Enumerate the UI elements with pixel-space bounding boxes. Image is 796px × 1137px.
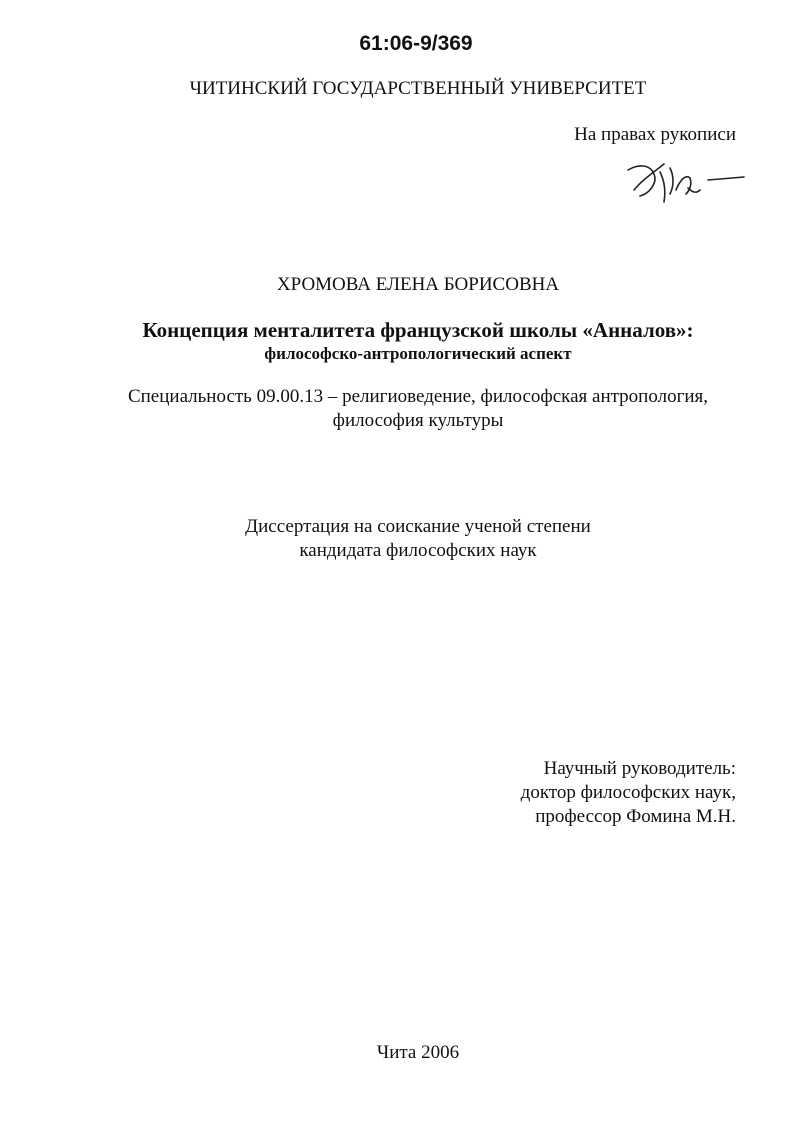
specialty-line-2: философия культуры — [332, 410, 504, 431]
author-name: ХРОМОВА ЕЛЕНА БОРИСОВНА — [276, 274, 560, 295]
degree-line-2: кандидата философских наук — [299, 540, 537, 561]
rights-note: На правах рукописи — [574, 124, 736, 145]
handwritten-signature — [620, 150, 750, 210]
thesis-subtitle: философско-антропологический аспект — [264, 344, 572, 363]
university-name: ЧИТИНСКИЙ ГОСУДАРСТВЕННЫЙ УНИВЕРСИТЕТ — [189, 78, 647, 99]
thesis-title: Концепция менталитета французской школы «Анналов»: — [142, 318, 694, 342]
archive-code: 61:06-9/369 — [359, 32, 473, 55]
degree-line-1: Диссертация на соискание ученой степени — [245, 516, 591, 537]
city-year: Чита 2006 — [376, 1042, 460, 1063]
supervisor-degree: доктор философских наук, — [520, 782, 736, 803]
supervisor-label: Научный руководитель: — [543, 758, 736, 779]
supervisor-name: профессор Фомина М.Н. — [535, 806, 736, 827]
specialty-line-1: Специальность 09.00.13 – религиоведение, философская антропология, — [127, 386, 709, 407]
